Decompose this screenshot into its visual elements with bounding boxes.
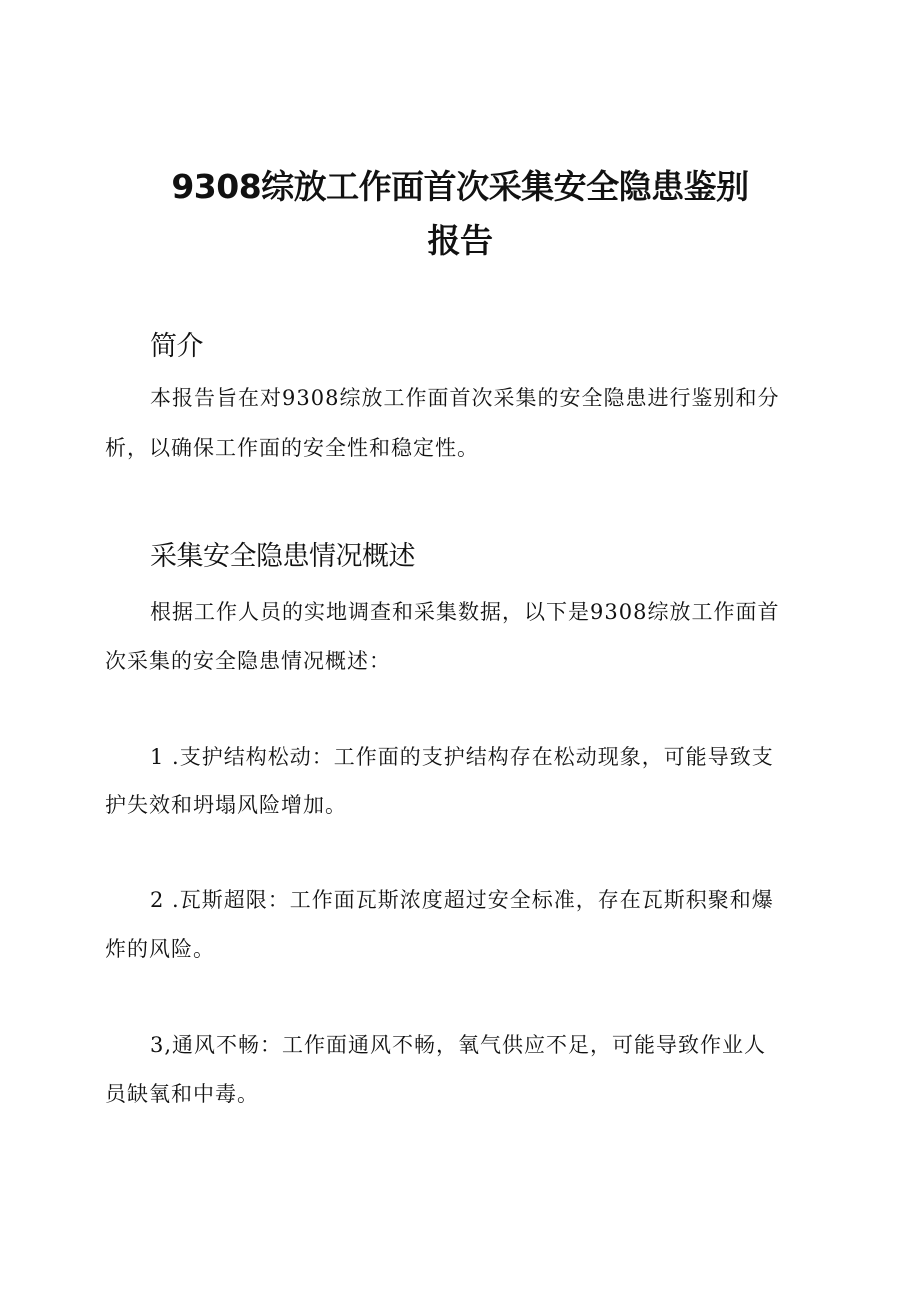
section-heading-overview: 采集安全隐患情况概述 bbox=[150, 541, 415, 572]
document-title-line-1: 9308综放工作面首次采集安全隐患鉴别 bbox=[171, 167, 749, 206]
overview-paragraph-line-1: 根据工作人员的实地调查和采集数据，以下是9308综放工作面首 bbox=[150, 600, 780, 624]
hazard-item-1-line-2: 护失效和坍塌风险增加。 bbox=[105, 793, 347, 817]
hazard-item-2-line-1: 2 .瓦斯超限：工作面瓦斯浓度超过安全标准，存在瓦斯积聚和爆 bbox=[150, 888, 774, 912]
intro-paragraph-line-2: 析，以确保工作面的安全性和稳定性。 bbox=[105, 436, 479, 460]
overview-paragraph-line-2: 次采集的安全隐患情况概述： bbox=[105, 649, 391, 673]
intro-paragraph-line-1: 本报告旨在对9308综放工作面首次采集的安全隐患进行鉴别和分 bbox=[150, 386, 780, 410]
hazard-item-3-line-1: 3,通风不畅：工作面通风不畅，氧气供应不足，可能导致作业人 bbox=[150, 1033, 767, 1057]
section-heading-intro: 简介 bbox=[150, 331, 203, 362]
document-title-line-2: 报告 bbox=[427, 221, 493, 260]
hazard-item-1-line-1: 1 .支护结构松动：工作面的支护结构存在松动现象，可能导致支 bbox=[150, 745, 774, 769]
hazard-item-3-line-2: 员缺氧和中毒。 bbox=[105, 1082, 259, 1106]
hazard-item-2-line-2: 炸的风险。 bbox=[105, 937, 215, 961]
